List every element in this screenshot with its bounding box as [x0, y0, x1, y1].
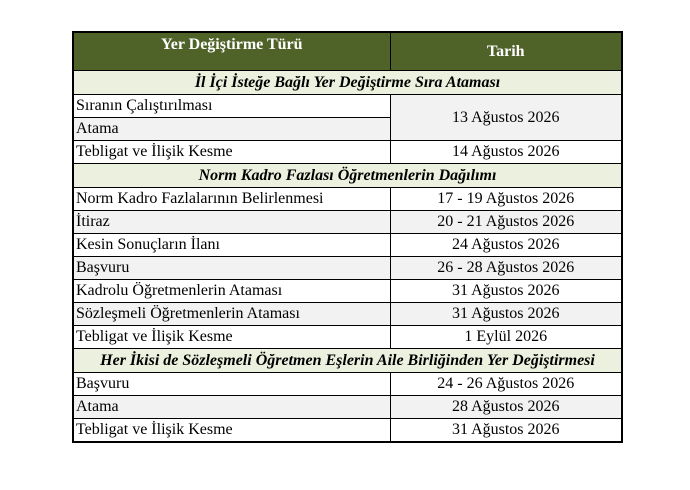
- row-label: Başvuru: [73, 257, 390, 280]
- table-row: [73, 234, 622, 257]
- header-date: Tarih: [390, 32, 622, 71]
- row-label: Tebligat ve İlişik Kesme: [73, 326, 390, 349]
- table-row: [73, 326, 622, 349]
- table-row: [73, 373, 622, 396]
- row-date: 20 - 21 Ağustos 2026: [390, 211, 622, 234]
- section-header: [73, 349, 622, 373]
- section-title: Her İkisi de Sözleşmeli Öğretmen Eşlerin Aile Birliğinden Yer Değiştirmesi: [73, 349, 622, 373]
- section-title: İl İçi İsteğe Bağlı Yer Değiştirme Sıra Ataması: [73, 71, 622, 95]
- table-row: [73, 188, 622, 211]
- table-row: [73, 396, 622, 419]
- row-label: Kesin Sonuçların İlanı: [73, 234, 390, 257]
- row-date: 31 Ağustos 2026: [390, 419, 622, 443]
- row-label: Sıranın Çalıştırılması: [73, 95, 390, 118]
- table-row: [73, 95, 622, 118]
- row-date: 28 Ağustos 2026: [390, 396, 622, 419]
- row-label: Norm Kadro Fazlalarının Belirlenmesi: [73, 188, 390, 211]
- table-row: [73, 141, 622, 164]
- schedule-table: [72, 31, 623, 443]
- row-label: Başvuru: [73, 373, 390, 396]
- table-row: [73, 303, 622, 326]
- table-row: [73, 211, 622, 234]
- table-row: [73, 419, 622, 443]
- row-label: Sözleşmeli Öğretmenlerin Ataması: [73, 303, 390, 326]
- header-type: Yer Değiştirme Türü: [73, 32, 390, 71]
- section-title: Norm Kadro Fazlası Öğretmenlerin Dağılımı: [73, 164, 622, 188]
- row-date: 24 - 26 Ağustos 2026: [390, 373, 622, 396]
- row-date: 24 Ağustos 2026: [390, 234, 622, 257]
- row-date: 1 Eylül 2026: [390, 326, 622, 349]
- row-date: 17 - 19 Ağustos 2026: [390, 188, 622, 211]
- row-date: 31 Ağustos 2026: [390, 303, 622, 326]
- row-date: 14 Ağustos 2026: [390, 141, 622, 164]
- table-row: [73, 280, 622, 303]
- row-date: 26 - 28 Ağustos 2026: [390, 257, 622, 280]
- row-label: Kadrolu Öğretmenlerin Ataması: [73, 280, 390, 303]
- row-label: Atama: [73, 396, 390, 419]
- section-header: [73, 164, 622, 188]
- table-header-row: [73, 32, 622, 71]
- row-label: Tebligat ve İlişik Kesme: [73, 419, 390, 443]
- row-date: 31 Ağustos 2026: [390, 280, 622, 303]
- table-row: [73, 257, 622, 280]
- row-label: Atama: [73, 118, 390, 141]
- row-label: Tebligat ve İlişik Kesme: [73, 141, 390, 164]
- row-label: İtiraz: [73, 211, 390, 234]
- row-date: 13 Ağustos 2026: [390, 95, 622, 141]
- section-header: [73, 71, 622, 95]
